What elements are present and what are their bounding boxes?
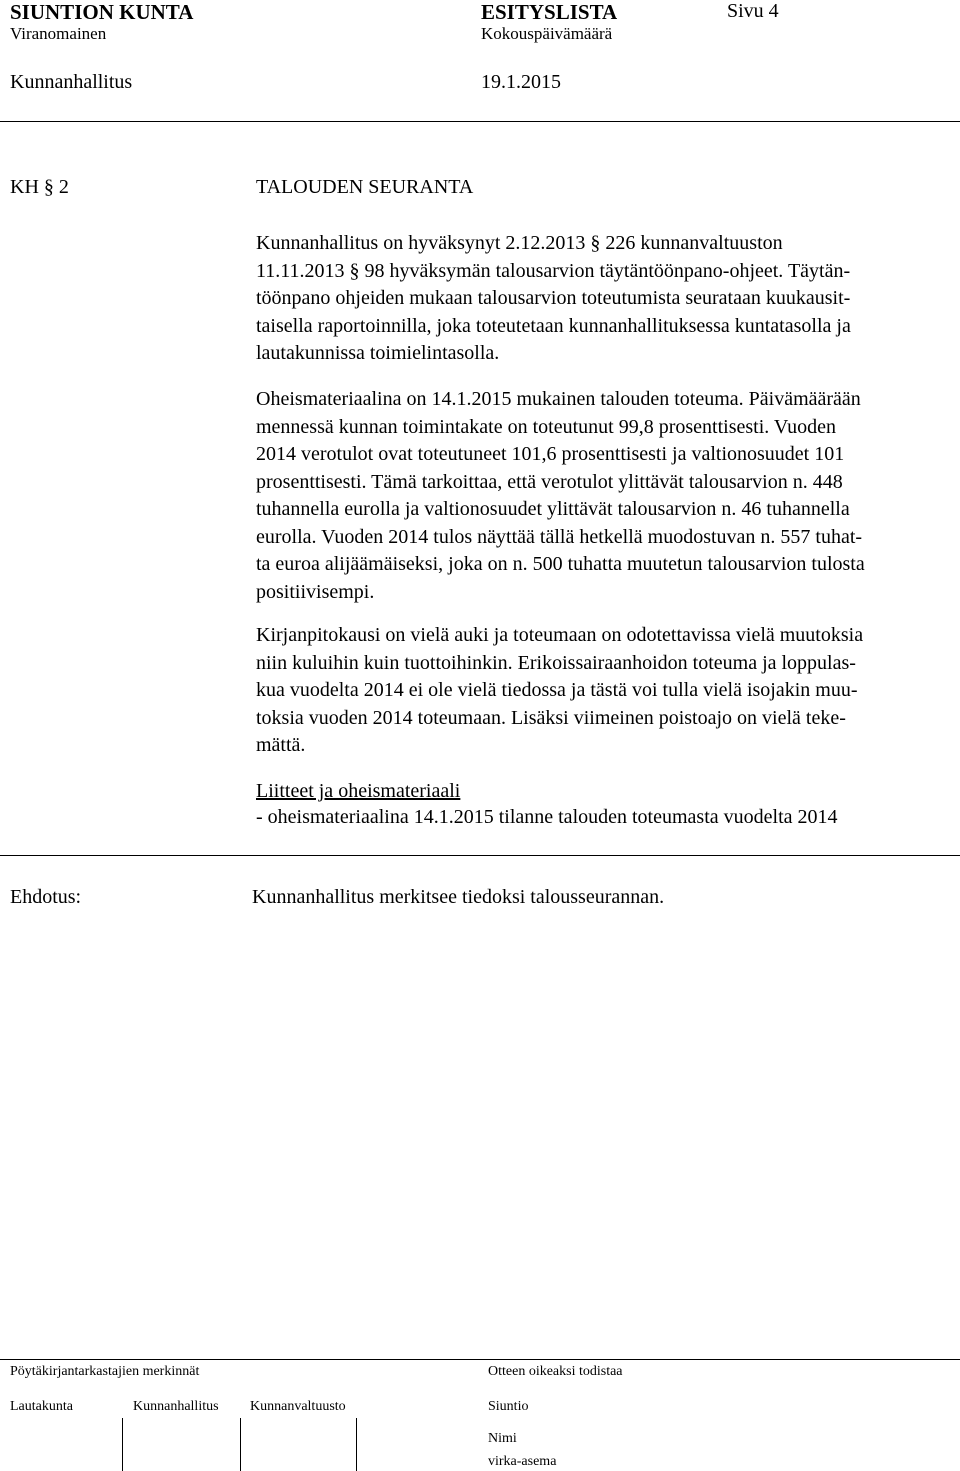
paragraph-line: toksia vuoden 2014 toteumaan. Lisäksi viimeinen poistoajo on vielä teke- [256, 706, 846, 729]
footer-position: virka-asema [488, 1454, 557, 1469]
header-divider [0, 121, 960, 122]
paragraph-line: ta euroa alijäämäiseksi, joka on n. 500 tuhatta muutetun talousarvion tulosta [256, 553, 865, 575]
paragraph-line: tuhannella eurolla ja valtionosuudet ylittävät talousarvion n. 46 tuhannella [256, 498, 850, 520]
document-type: ESITYSLISTA [481, 0, 618, 24]
meeting-date: 19.1.2015 [481, 71, 561, 93]
footer-name: Nimi [488, 1431, 517, 1446]
paragraph-bookkeeping [256, 622, 928, 760]
page-number: Sivu 4 [727, 0, 779, 22]
footer-column-separator [122, 1418, 123, 1471]
footer-column-separator [356, 1418, 357, 1471]
item-title: TALOUDEN SEURANTA [256, 176, 474, 198]
paragraph-line: taisella raportoinnilla, joka toteutetaan kunnanhallituksessa kuntatasolla ja [256, 314, 851, 337]
paragraph-line: Kunnanhallitus on hyväksynyt 2.12.2013 § 226 kunnanvaltuuston [256, 232, 783, 254]
proposal-divider [0, 855, 960, 856]
paragraph-line: kua vuodelta 2014 ei ole vielä tiedossa ja tästä voi tulla vielä isojakin muu- [256, 679, 858, 701]
footer-place: Siuntio [488, 1399, 529, 1414]
paragraph-line: niin kuluihin kuin tuottoihinkin. Erikoissairaanhoidon toteuma ja loppulas- [256, 651, 856, 674]
item-number: KH § 2 [10, 176, 69, 198]
footer-col-lautakunta: Lautakunta [10, 1399, 73, 1414]
paragraph-line: töönpano ohjeiden mukaan talousarvion toteutumista seurataan kuukausit- [256, 287, 851, 309]
reviewers-label: Pöytäkirjantarkastajien merkinnät [10, 1364, 200, 1379]
paragraph-line: mättä. [256, 734, 306, 756]
footer-col-kunnanvaltuusto: Kunnanvaltuusto [250, 1399, 346, 1414]
footer-divider [0, 1359, 960, 1360]
meeting-date-label: Kokouspäivämäärä [481, 24, 613, 43]
proposal-text: Kunnanhallitus merkitsee tiedoksi talousseurannan. [252, 886, 665, 908]
authority-label: Viranomainen [10, 24, 107, 43]
certified-label: Otteen oikeaksi todistaa [488, 1364, 623, 1379]
footer-col-kunnanhallitus: Kunnanhallitus [133, 1399, 219, 1414]
proposal-label: Ehdotus: [10, 886, 82, 908]
footer-column-separator [240, 1418, 241, 1471]
org-name: SIUNTION KUNTA [10, 0, 194, 24]
paragraph-line: 11.11.2013 § 98 hyväksymän talousarvion täytäntöönpano-ohjeet. Täytän- [256, 259, 851, 282]
attachments-heading: Liitteet ja oheismateriaali [256, 780, 461, 802]
paragraph-line: eurolla. Vuoden 2014 tulos näyttää tällä hetkellä muodostuvan n. 557 tuhat- [256, 525, 863, 548]
paragraph-line: Oheismateriaalina on 14.1.2015 mukainen talouden toteuma. Päivämäärään [256, 388, 861, 410]
paragraph-line: lautakunnissa toimielintasolla. [256, 342, 500, 364]
authority: Kunnanhallitus [10, 71, 133, 93]
paragraph-line: Kirjanpitokausi on vielä auki ja toteumaan on odotettavissa vielä muutoksia [256, 624, 864, 646]
paragraph-line: mennessä kunnan toimintakate on toteutunut 99,8 prosenttisesti. Vuoden [256, 415, 837, 438]
paragraph-line: prosenttisesti. Tämä tarkoittaa, että verotulot ylittävät talousarvion n. 448 [256, 470, 843, 493]
attachments-item: - oheismateriaalina 14.1.2015 tilanne talouden toteumasta vuodelta 2014 [256, 806, 838, 828]
paragraph-background [256, 230, 928, 368]
paragraph-status [256, 386, 928, 606]
paragraph-line: 2014 verotulot ovat toteutuneet 101,6 prosenttisesti ja valtionosuudet 101 [256, 443, 845, 465]
paragraph-line: positiivisempi. [256, 580, 375, 603]
